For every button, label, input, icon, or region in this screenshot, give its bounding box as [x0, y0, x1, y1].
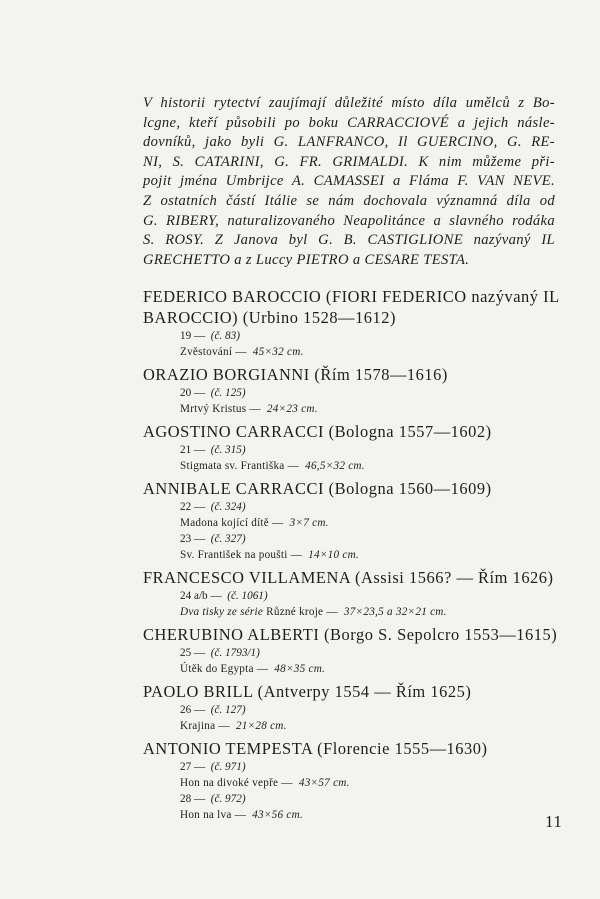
work-number-line	[180, 442, 563, 458]
work-reference: (č. 324)	[210, 501, 246, 513]
work-reference: (č. 1793/1)	[210, 647, 260, 659]
works-list	[180, 702, 563, 734]
intro-paragraph	[143, 94, 555, 270]
work-number-line	[180, 645, 563, 661]
work-size: 37×23,5 a 32×21 cm.	[343, 606, 447, 618]
work-title: Krajina —	[180, 720, 230, 732]
work-number-line	[180, 759, 563, 775]
artist-entry	[143, 286, 563, 360]
work-size: 3×7 cm.	[289, 517, 329, 529]
work-title: Madona kojící dítě —	[180, 517, 284, 529]
work-title-prefix: Dva tisky ze série	[180, 606, 264, 618]
work-title-line	[180, 775, 563, 791]
work-size: 46,5×32 cm.	[305, 460, 365, 472]
work-size: 45×32 cm.	[252, 346, 304, 358]
artist-entry	[143, 681, 563, 734]
artist-entry	[143, 567, 563, 620]
work-reference: (č. 972)	[210, 793, 246, 805]
work-size: 24×23 cm.	[266, 403, 318, 415]
work-title-line	[180, 547, 563, 563]
work-title-line	[180, 515, 563, 531]
artist-entry	[143, 624, 563, 677]
work-number: 26 —	[180, 704, 206, 716]
work-title-line	[180, 344, 563, 360]
work-size: 48×35 cm.	[274, 663, 326, 675]
work-title: Zvěstování —	[180, 346, 247, 358]
work-number-line	[180, 531, 563, 547]
artist-name: AGOSTINO CARRACCI (Bologna 1557—1602)	[143, 422, 492, 441]
intro-line: S. ROSY. Z Janova byl G. B. CASTIGLIONE nazývaný IL	[143, 232, 555, 249]
work-reference: (č. 127)	[210, 704, 246, 716]
work-size: 43×57 cm.	[298, 777, 350, 789]
work-reference: (č. 971)	[210, 761, 246, 773]
work-reference: (č. 125)	[210, 387, 246, 399]
work-reference: (č. 1061)	[227, 590, 268, 602]
artist-name: ANTONIO TEMPESTA (Florencie 1555—1630)	[143, 739, 488, 758]
intro-line: Z ostatních částí Itálie se nám dochovala významná díla od	[143, 192, 555, 209]
intro-line: dovníků, jako byli G. LANFRANCO, Il GUERCINO, G. RE-	[143, 134, 555, 151]
work-title-line	[180, 401, 563, 417]
artist-name: ORAZIO BORGIANNI (Řím 1578—1616)	[143, 365, 448, 384]
work-title: Útěk do Egypta —	[180, 663, 269, 675]
work-number: 27 —	[180, 761, 206, 773]
works-list	[180, 442, 563, 474]
work-title: Stigmata sv. Františka —	[180, 460, 300, 472]
artist-name: CHERUBINO ALBERTI (Borgo S. Sepolcro 1553—1615)	[143, 625, 558, 644]
work-number: 28 —	[180, 793, 206, 805]
work-title-line	[180, 661, 563, 677]
artist-entry	[143, 478, 563, 563]
work-number: 24 a/b —	[180, 590, 222, 602]
artist-name: PAOLO BRILL (Antverpy 1554 — Řím 1625)	[143, 682, 472, 701]
works-list	[180, 328, 563, 360]
intro-line: G. RIBERY, naturalizovaného Neapolitánce a slavného rodáka	[143, 212, 555, 229]
artist-name: FEDERICO BAROCCIO (FIORI FEDERICO nazývaný IL	[143, 287, 560, 306]
work-reference: (č. 315)	[210, 444, 246, 456]
artist-name: ANNIBALE CARRACCI (Bologna 1560—1609)	[143, 479, 492, 498]
work-number: 20 —	[180, 387, 206, 399]
work-title: Hon na lva —	[180, 809, 247, 821]
works-list	[180, 385, 563, 417]
work-number-line	[180, 328, 563, 344]
work-title: Mrtvý Kristus —	[180, 403, 261, 415]
work-title-line	[180, 807, 563, 823]
work-title: Sv. František na poušti —	[180, 549, 303, 561]
work-number: 21 —	[180, 444, 206, 456]
work-size: 14×10 cm.	[308, 549, 359, 561]
work-size: 43×56 cm.	[252, 809, 303, 821]
artist-name-continued: BAROCCIO) (Urbino 1528—1612)	[143, 308, 397, 327]
work-number: 19 —	[180, 330, 206, 342]
intro-line: NI, S. CATARINI, G. FR. GRIMALDI. K nim můžeme při-	[143, 153, 555, 170]
artist-catalog	[143, 286, 563, 827]
work-number-line	[180, 588, 563, 604]
artist-entry	[143, 738, 563, 823]
intro-line: V historii rytectví zaujímají důležité místo díla umělců z Bo-	[143, 95, 555, 111]
work-title-line	[180, 458, 563, 474]
works-list	[180, 759, 563, 823]
intro-line: GRECHETTO a z Luccy PIETRO a CESARE TESTA.	[143, 251, 470, 268]
work-reference: (č. 327)	[210, 533, 246, 545]
works-list	[180, 588, 563, 620]
work-title-line	[180, 604, 563, 620]
work-number-line	[180, 385, 563, 401]
work-size: 21×28 cm.	[235, 720, 287, 732]
intro-line: lcgne, kteří působili po boku CARRACCIOVÉ a jejich násle-	[143, 114, 555, 131]
artist-entry	[143, 421, 563, 474]
page-number: 11	[545, 812, 563, 831]
artist-name: FRANCESCO VILLAMENA (Assisi 1566? — Řím 1626)	[143, 568, 554, 587]
work-number: 25 —	[180, 647, 206, 659]
work-number: 22 —	[180, 501, 206, 513]
artist-entry	[143, 364, 563, 417]
intro-line: pojit jména Umbrijce A. CAMASSEI a Fláma F. VAN NEVE.	[143, 173, 555, 190]
work-number: 23 —	[180, 533, 206, 545]
work-number-line	[180, 791, 563, 807]
work-number-line	[180, 499, 563, 515]
work-title: Různé kroje —	[266, 606, 338, 618]
work-title-line	[180, 718, 563, 734]
works-list	[180, 499, 563, 563]
work-number-line	[180, 702, 563, 718]
work-title: Hon na divoké vepře —	[180, 777, 293, 789]
work-reference: (č. 83)	[210, 330, 240, 342]
works-list	[180, 645, 563, 677]
